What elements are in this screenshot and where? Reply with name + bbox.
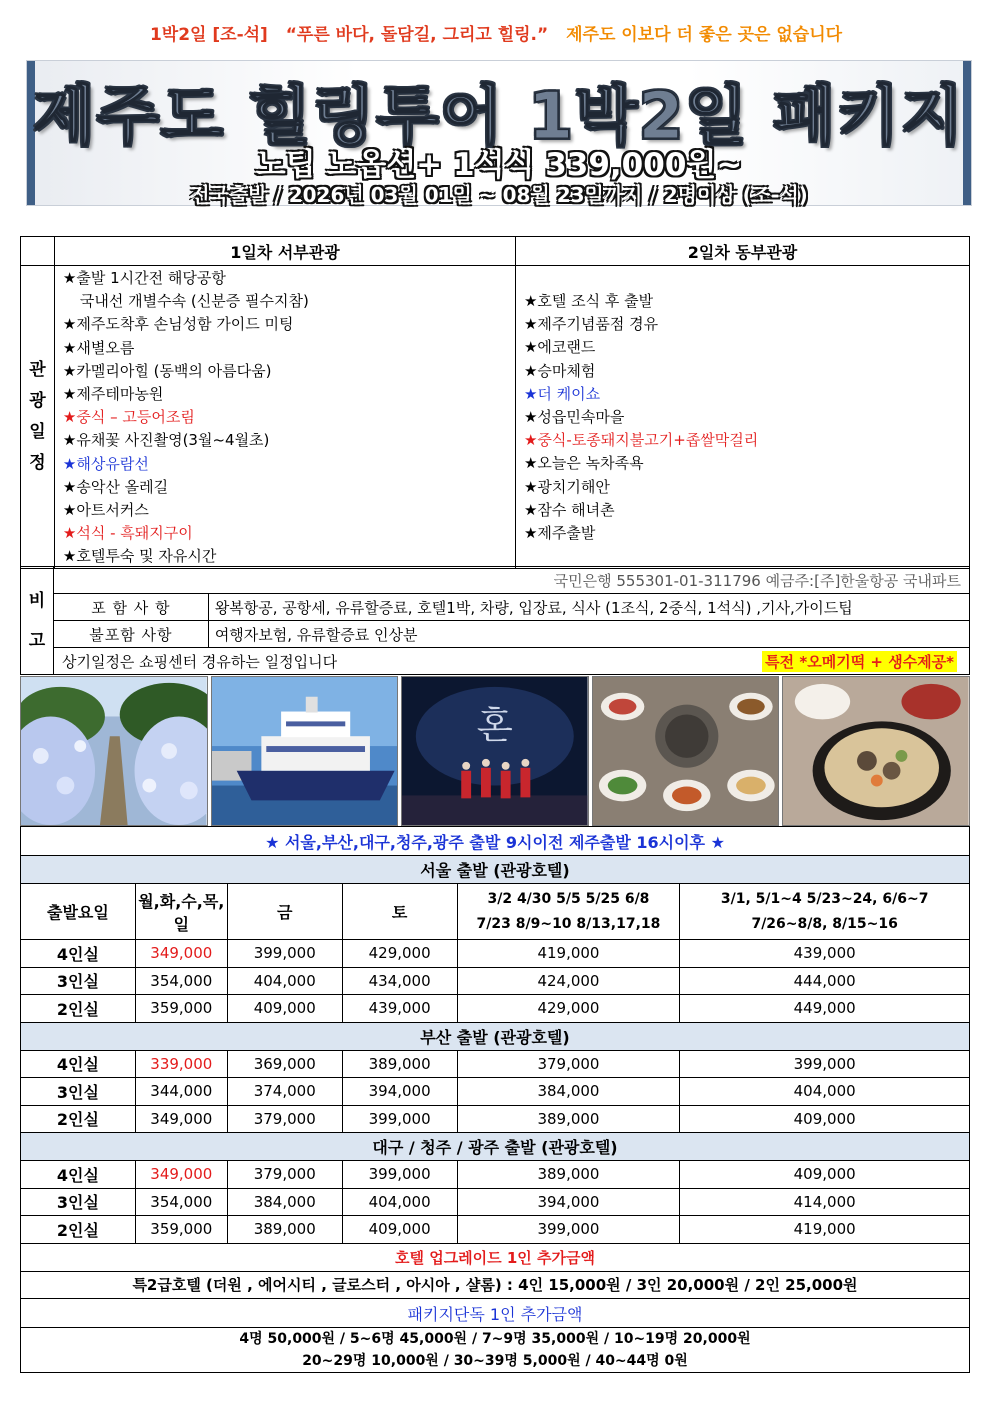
header-special-dates-a: 3/2 4/30 5/5 5/25 6/8 7/23 8/9~10 8/13,17,18 (457, 884, 680, 940)
price-cell: 399,000 (342, 1105, 457, 1133)
day2-item: ★ 중식-토종돼지불고기+좁쌀막걸리 (524, 429, 969, 452)
price-cell: 389,000 (457, 1161, 680, 1189)
tagline-slogan: “푸른 바다, 돌담길, 그리고 힐링.” (285, 25, 549, 45)
price-cell: 359,000 (135, 995, 227, 1023)
room-type: 4인실 (21, 940, 136, 968)
price-table (20, 826, 970, 1373)
day1-item: ★ 송악산 올레길 (63, 476, 515, 499)
room-type: 2인실 (21, 1216, 136, 1244)
day2-item: ★ 오늘은 녹차족욕 (524, 452, 969, 475)
shopping-note: 상기일정은 쇼핑센터 경유하는 일정입니다 (61, 652, 338, 671)
day2-item: ★ 잠수 해녀촌 (524, 499, 969, 522)
included-text: 왕복항공, 공항세, 유류할증료, 호텔1박, 차량, 입장료, 식사 (1조식, 2중식, 1석식) ,기사,가이드팁 (208, 594, 969, 621)
price-cell: 379,000 (457, 1050, 680, 1078)
price-cell: 399,000 (227, 940, 342, 968)
header-weekday: 월,화,수,목,일 (135, 884, 227, 940)
price-cell: 404,000 (342, 1188, 457, 1216)
day1-item: ★ 제주테마농원 (63, 383, 515, 406)
section-title-seoul: 서울 출발 (관광호텔) (21, 856, 970, 884)
price-cell: 424,000 (457, 967, 680, 995)
price-cell: 409,000 (342, 1216, 457, 1244)
price-cell: 409,000 (680, 1161, 970, 1189)
price-cell: 394,000 (457, 1188, 680, 1216)
price-cell: 439,000 (342, 995, 457, 1023)
banner-period: 전국출발 / 2026년 03월 01일 ~ 08월 23일까지 / 2명이상 (조-석) (190, 183, 808, 207)
price-cell: 349,000 (135, 940, 227, 968)
day2-item: ★ 광치기해안 (524, 476, 969, 499)
day1-item: ★ 중식 – 고등어조림 (63, 406, 515, 429)
price-cell: 434,000 (342, 967, 457, 995)
photo-strip (20, 676, 970, 826)
day1-item: ★ 제주도착후 손님성함 가이드 미팅 (63, 313, 515, 336)
day1-item: 국내선 개별수속 (신분증 필수지참) (79, 292, 309, 311)
solo-text: 4명 50,000원 / 5~6명 45,000원 / 7~9명 35,000원 / 10~19명 20,000원 20~29명 10,000원 / 30~39명 5,000원 / 40~44명 0원 (21, 1328, 970, 1373)
price-cell: 369,000 (227, 1050, 342, 1078)
day1-title: 1일차 서부관광 (54, 237, 515, 266)
price-cell: 389,000 (342, 1050, 457, 1078)
tagline-promo: 제주도 이보다 더 좋은 곳은 없습니다 (566, 25, 843, 45)
banner-price: 노팁 노옵션+ 1석식 339,000원~ (255, 147, 743, 183)
header-saturday: 토 (342, 884, 457, 940)
hydrangea-garden-photo (20, 676, 208, 826)
price-cell: 354,000 (135, 967, 227, 995)
seoul-price-rows (21, 940, 970, 1023)
excluded-text: 여행자보험, 유류할증료 인상분 (208, 621, 969, 648)
tagline-duration: 1박2일 [조-석] (149, 25, 268, 45)
day2-list-cell (515, 266, 969, 569)
price-row (21, 1050, 970, 1078)
price-cell: 404,000 (227, 967, 342, 995)
itinerary-corner (21, 237, 55, 266)
price-cell: 349,000 (135, 1105, 227, 1133)
upgrade-text: 특2급호텔 (더원 , 에어시티 , 글로스터 , 아시아 , 샬롬) : 4인 15,000원 / 3인 20,000원 / 2인 25,000원 (21, 1271, 970, 1299)
day1-item: ★ 해상유람선 (63, 453, 515, 476)
price-row (21, 1216, 970, 1244)
price-cell: 344,000 (135, 1078, 227, 1106)
price-cell: 389,000 (227, 1216, 342, 1244)
price-cell: 399,000 (457, 1216, 680, 1244)
price-row (21, 1161, 970, 1189)
daegu-price-rows (21, 1161, 970, 1244)
day2-item: ★ 에코랜드 (524, 336, 969, 359)
title-banner (26, 60, 972, 206)
itinerary-side-label: 관 광 일 정 (21, 266, 55, 569)
price-cell: 429,000 (457, 995, 680, 1023)
price-cell: 414,000 (680, 1188, 970, 1216)
day1-item: ★ 출발 1시간전 해당공항 (63, 267, 515, 290)
day2-title: 2일차 동부관광 (515, 237, 969, 266)
room-type: 3인실 (21, 1078, 136, 1106)
price-cell: 379,000 (227, 1161, 342, 1189)
day1-item: ★ 유채꽃 사진촬영(3월~4월초) (63, 429, 515, 452)
price-cell: 359,000 (135, 1216, 227, 1244)
day1-list-cell (54, 266, 515, 569)
departure-note: ★ 서울,부산,대구,청주,광주 출발 9시이전 제주출발 16시이후 ★ (21, 827, 970, 856)
price-cell: 339,000 (135, 1050, 227, 1078)
price-row (21, 940, 970, 968)
room-type: 4인실 (21, 1050, 136, 1078)
room-type: 2인실 (21, 995, 136, 1023)
price-cell: 374,000 (227, 1078, 342, 1106)
price-row (21, 967, 970, 995)
room-type: 3인실 (21, 967, 136, 995)
price-cell: 429,000 (342, 940, 457, 968)
header-special-dates-b: 3/1, 5/1~4 5/23~24, 6/6~7 7/26~8/8, 8/15~16 (680, 884, 970, 940)
day1-list (55, 266, 515, 568)
notes-side-label: 비 고 (21, 567, 54, 675)
day1-item: ★ 카멜리아힐 (동백의 아름다움) (63, 360, 515, 383)
price-row (21, 1188, 970, 1216)
header-departure-day: 출발요일 (21, 884, 136, 940)
price-cell: 419,000 (680, 1216, 970, 1244)
price-cell: 349,000 (135, 1161, 227, 1189)
price-cell: 439,000 (680, 940, 970, 968)
price-cell: 379,000 (227, 1105, 342, 1133)
room-type: 4인실 (21, 1161, 136, 1189)
korean-bbq-meal-photo (592, 676, 780, 826)
room-type: 2인실 (21, 1105, 136, 1133)
day2-list (516, 266, 969, 545)
price-cell: 449,000 (680, 995, 970, 1023)
price-cell: 389,000 (457, 1105, 680, 1133)
day2-item: ★ 제주기념품점 경유 (524, 313, 969, 336)
price-cell: 399,000 (680, 1050, 970, 1078)
stew-meal-photo (782, 676, 970, 826)
price-cell: 409,000 (680, 1105, 970, 1133)
price-cell: 384,000 (227, 1188, 342, 1216)
shopping-note-row (53, 648, 969, 675)
day2-item: ★ 승마체험 (524, 360, 969, 383)
price-row (21, 1078, 970, 1106)
header-friday: 금 (227, 884, 342, 940)
included-label: 포 함 사 항 (53, 594, 208, 621)
itinerary-table (20, 236, 970, 569)
excluded-label: 불포함 사항 (53, 621, 208, 648)
price-cell: 409,000 (227, 995, 342, 1023)
cruise-ship-photo (211, 676, 399, 826)
day1-item: ★ 호텔투숙 및 자유시간 (63, 545, 515, 568)
day1-item: ★ 아트서커스 (63, 499, 515, 522)
solo-title: 패키지단독 1인 추가금액 (21, 1299, 970, 1328)
tagline (0, 20, 992, 45)
stage-show-photo (401, 676, 589, 826)
day2-item: ★ 호텔 조식 후 출발 (524, 290, 969, 313)
notes-table (20, 566, 970, 675)
price-row (21, 995, 970, 1023)
price-cell: 394,000 (342, 1078, 457, 1106)
price-cell: 404,000 (680, 1078, 970, 1106)
bank-account: 국민은행 555301-01-311796 예금주:[주]한울항공 국내파트 (53, 567, 969, 594)
price-row (21, 1105, 970, 1133)
day2-item: ★ 더 케이쇼 (524, 383, 969, 406)
price-cell: 354,000 (135, 1188, 227, 1216)
price-cell: 399,000 (342, 1161, 457, 1189)
price-cell: 444,000 (680, 967, 970, 995)
gift-badge: 특전 *오메기떡 + 생수제공* (762, 651, 957, 672)
busan-price-rows (21, 1050, 970, 1133)
banner-title: 제주도 힐링투어 1박2일 패키지 (33, 80, 965, 154)
day2-item: ★ 성읍민속마을 (524, 406, 969, 429)
price-cell: 384,000 (457, 1078, 680, 1106)
section-title-busan: 부산 출발 (관광호텔) (21, 1022, 970, 1050)
day1-item: ★ 새별오름 (63, 337, 515, 360)
day1-item: ★ 석식 - 흑돼지구이 (63, 522, 515, 545)
svg-text:혼: 혼 (476, 703, 514, 748)
day2-item: ★ 제주출발 (524, 522, 969, 545)
upgrade-title: 호텔 업그레이드 1인 추가금액 (21, 1243, 970, 1271)
section-title-daegu: 대구 / 청주 / 광주 출발 (관광호텔) (21, 1133, 970, 1161)
price-cell: 419,000 (457, 940, 680, 968)
room-type: 3인실 (21, 1188, 136, 1216)
